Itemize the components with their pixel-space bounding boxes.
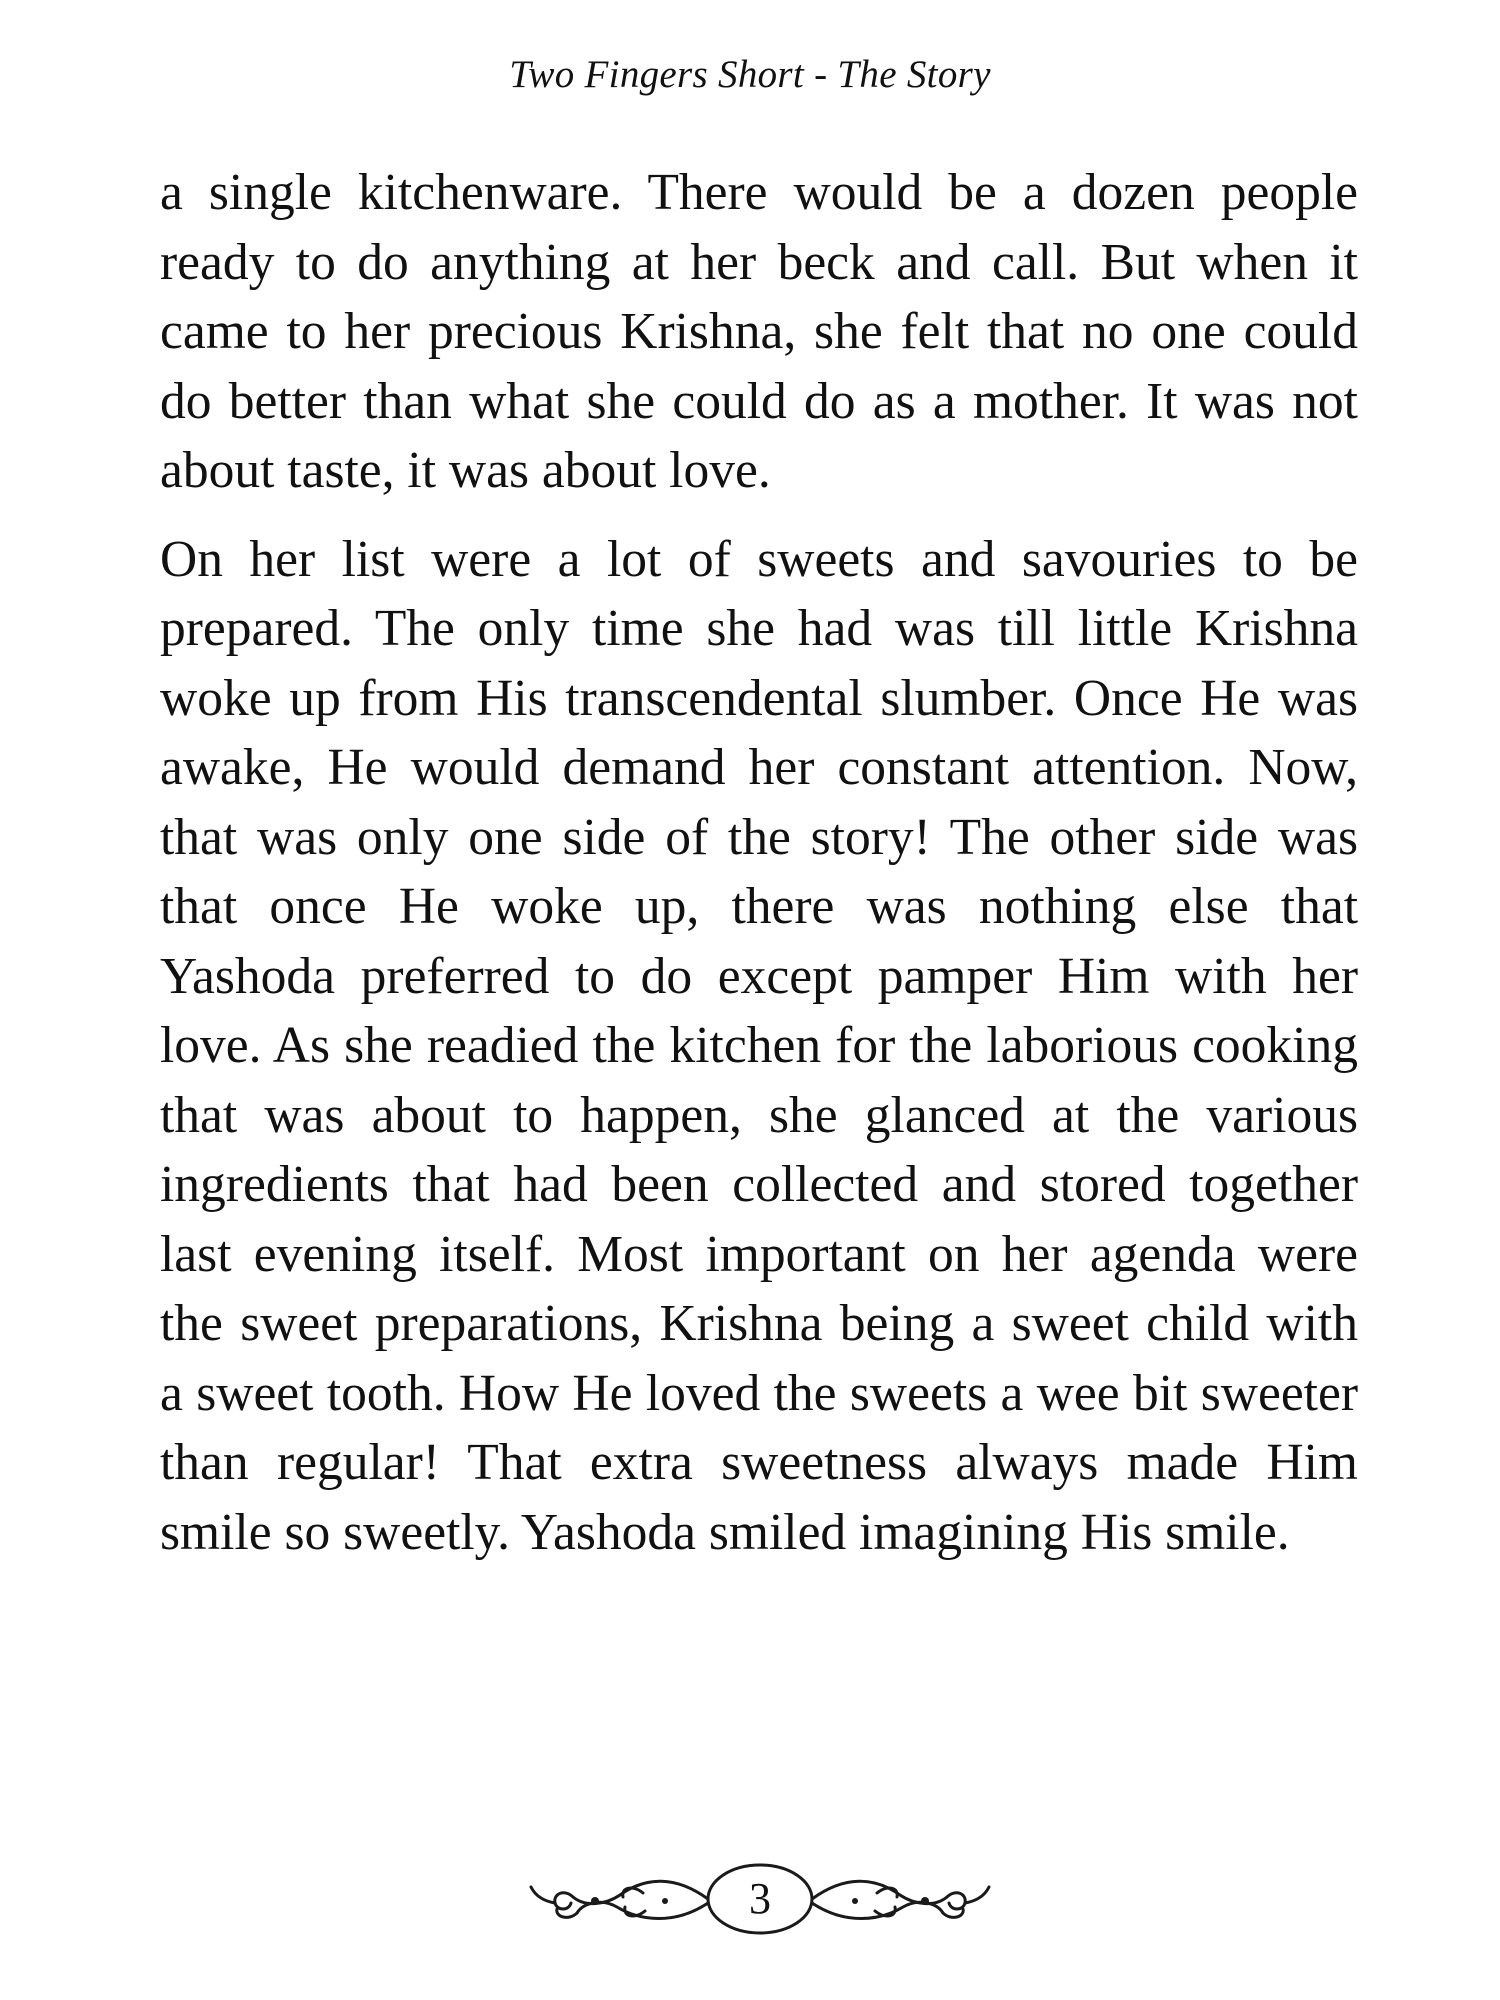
running-header: Two Fingers Short - The Story (509, 53, 991, 96)
paragraph-1: a single kitchenware. There would be a dozen people ready to do anything at her beck and call. But when it came to her precious Krishna, she felt that no one could do better than what she could do as a mother. It was not about taste, it was about love. (160, 164, 1358, 499)
page-folio (525, 1855, 995, 1945)
page-number: 3 (749, 1874, 771, 1923)
paragraph-2: On her list were a lot of sweets and savouries to be prepared. The only time she had was till little Krishna woke up from His transcendental slumber. Once He was awake, He would demand her constant attention. Now, that was only one side of the story! The other side was that once He woke up, there was nothing else that Yashoda preferred to do except pamper Him with her love. As she readied the kitchen for the laborious cooking that was about to happen, she glanced at the various ingredients that had been collected and stored together last evening itself. Most important on her agenda were the sweet preparations, Krishna being a sweet child with a sweet tooth. How He loved the sweets a wee bit sweeter than regular! That extra sweetness always made Him smile so sweetly. Yashoda smiled imagining His smile. (160, 530, 1358, 1561)
body-text (160, 158, 1358, 1567)
